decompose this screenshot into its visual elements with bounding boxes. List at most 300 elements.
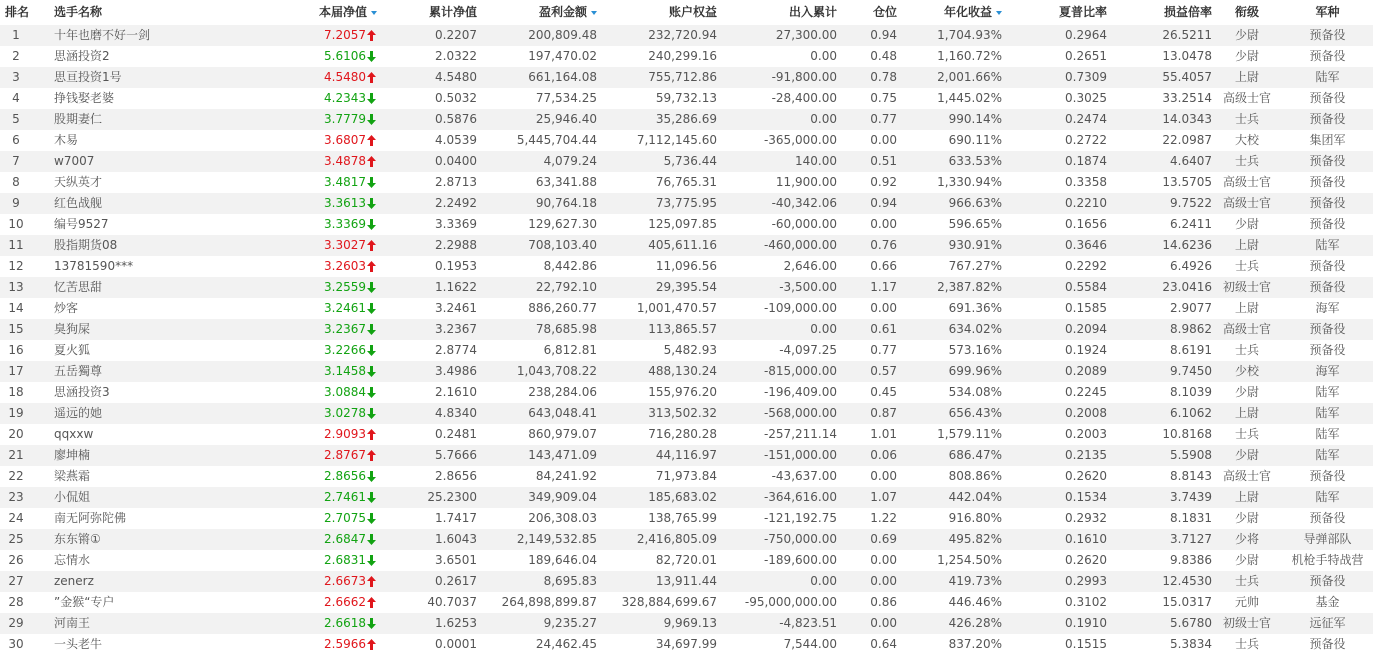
cell-annual: 837.20% [948,637,1002,651]
table-row[interactable] [0,256,1373,277]
cell-sharpe: 0.1910 [1065,616,1107,630]
arrow-down-icon [367,408,377,419]
cell-position: 0.51 [870,154,897,168]
cell-flow: -196,409.00 [763,385,837,399]
cell-army: 远征军 [1309,616,1346,630]
player-name[interactable]: 忘情水 [54,553,91,567]
cell-nav [227,550,377,571]
cell-equity: 29,395.54 [655,280,717,294]
cell-position: 0.86 [870,595,897,609]
player-name[interactable]: 遥远的她 [54,406,103,420]
header-name[interactable]: 选手名称 [54,5,103,19]
cell-army: 预备役 [1309,217,1346,231]
cell-multiple: 26.5211 [1162,28,1212,42]
cell-sharpe: 0.2932 [1065,511,1107,525]
cell-rank: 24 [8,511,24,525]
cell-equity: 5,482.93 [663,343,717,357]
cell-equity: 9,969.13 [663,616,717,630]
cell-army: 陆军 [1315,490,1340,504]
cell-multiple: 14.6236 [1162,238,1212,252]
cell-profit: 8,442.86 [543,259,597,273]
arrow-down-icon [367,345,377,356]
header-position[interactable]: 仓位 [872,5,897,19]
table-row[interactable] [0,466,1373,487]
cell-army: 预备役 [1309,91,1346,105]
arrow-down-icon [367,471,377,482]
table-body [0,25,1373,655]
player-name[interactable]: 木易 [54,133,79,147]
table-row[interactable] [0,445,1373,466]
cell-multiple: 9.7450 [1170,364,1212,378]
cell-cum-nav: 0.1953 [435,259,477,273]
cell-army: 陆军 [1315,238,1340,252]
cell-flow: 2,646.00 [783,259,837,273]
player-name[interactable]: 股指期货08 [54,238,118,252]
nav-value: 3.6807 [324,133,366,147]
cell-cum-nav: 0.2207 [435,28,477,42]
table-row[interactable] [0,424,1373,445]
cell-cum-nav: 5.7666 [435,448,477,462]
cell-equity: 34,697.99 [655,637,717,651]
cell-cum-nav: 1.6253 [435,616,477,630]
cell-sharpe: 0.2135 [1065,448,1107,462]
cell-nav [227,151,377,172]
cell-profit: 5,445,704.44 [516,133,597,147]
cell-rank: 19 [8,406,24,420]
table-header [0,0,1373,25]
cell-annual: 442.04% [948,490,1002,504]
cell-equity: 755,712.86 [648,70,717,84]
table-row[interactable] [0,109,1373,130]
cell-annual: 990.14% [948,112,1002,126]
cell-rank: 7 [12,154,20,168]
arrow-up-icon [367,135,377,146]
header-army[interactable]: 军种 [1315,5,1340,19]
cell-army: 预备役 [1309,154,1346,168]
player-name[interactable]: 股期妻仁 [54,112,103,126]
cell-annual: 930.91% [948,238,1002,252]
cell-grade: 少尉 [1234,28,1259,42]
table-row[interactable] [0,382,1373,403]
nav-value: 3.1458 [324,364,366,378]
cell-annual: 534.08% [948,385,1002,399]
cell-army: 导弹部队 [1303,532,1352,546]
table-row[interactable] [0,508,1373,529]
cell-equity: 232,720.94 [648,28,717,42]
cell-annual: 495.82% [948,532,1002,546]
cell-army: 预备役 [1309,511,1346,525]
nav-value: 3.2559 [324,280,366,294]
cell-profit: 860,979.07 [528,427,597,441]
cell-grade: 士兵 [1234,154,1259,168]
cell-rank: 26 [8,553,24,567]
cell-army: 预备役 [1309,175,1346,189]
cell-army: 基金 [1315,595,1340,609]
header-cum-nav[interactable]: 累计净值 [428,5,477,19]
player-name[interactable]: 夏火狐 [54,343,91,357]
cell-army: 预备役 [1309,343,1346,357]
cell-annual: 1,579.11% [937,427,1002,441]
cell-equity: 76,765.31 [655,175,717,189]
cell-position: 0.87 [870,406,897,420]
player-name[interactable]: 廖坤楠 [54,448,91,462]
cell-flow: -109,000.00 [763,301,837,315]
table-row[interactable] [0,193,1373,214]
cell-multiple: 14.0343 [1162,112,1212,126]
cell-army: 预备役 [1309,322,1346,336]
cell-army: 预备役 [1309,112,1346,126]
cell-multiple: 4.6407 [1170,154,1212,168]
nav-value: 2.6831 [324,553,366,567]
arrow-down-icon [367,177,377,188]
cell-annual: 916.80% [948,511,1002,525]
cell-nav [227,571,377,592]
cell-nav [227,277,377,298]
cell-profit: 189,646.04 [528,553,597,567]
cell-flow: -28,400.00 [771,91,837,105]
cell-position: 0.00 [870,469,897,483]
player-name[interactable]: 臭狗屎 [54,322,91,336]
cell-nav [227,466,377,487]
cell-rank: 29 [8,616,24,630]
cell-annual: 1,254.50% [937,553,1002,567]
cell-equity: 73,775.95 [655,196,717,210]
table-row[interactable] [0,361,1373,382]
header-multiple[interactable]: 损益倍率 [1163,5,1212,19]
cell-rank: 23 [8,490,24,504]
header-nav[interactable] [227,0,377,25]
table-row[interactable] [0,277,1373,298]
cell-position: 1.22 [870,511,897,525]
header-profit[interactable] [477,0,597,25]
cell-flow: 7,544.00 [783,637,837,651]
cell-position: 0.45 [870,385,897,399]
cell-profit: 1,043,708.22 [516,364,597,378]
cell-sharpe: 0.2651 [1065,49,1107,63]
nav-value: 2.8656 [324,469,366,483]
cell-army: 海军 [1315,301,1340,315]
cell-annual: 1,445.02% [937,91,1002,105]
player-name[interactable]: 东东锵① [54,532,101,546]
table-row[interactable] [0,340,1373,361]
cell-sharpe: 0.2474 [1065,112,1107,126]
cell-profit: 643,048.41 [528,406,597,420]
player-name[interactable]: 思涵投资3 [54,385,110,399]
player-name[interactable]: 十年也磨不好一剑 [54,28,151,42]
cell-grade: 上尉 [1234,406,1259,420]
cell-position: 0.92 [870,175,897,189]
cell-rank: 13 [8,280,24,294]
cell-annual: 573.16% [948,343,1002,357]
cell-nav [227,109,377,130]
table-row[interactable] [0,88,1373,109]
table-row[interactable] [0,46,1373,67]
cell-multiple: 8.8143 [1170,469,1212,483]
cell-grade: 元帅 [1234,595,1259,609]
arrow-up-icon [367,576,377,587]
cell-grade: 初级士官 [1222,616,1271,630]
cell-profit: 78,685.98 [535,322,597,336]
cell-grade: 大校 [1234,133,1259,147]
cell-position: 0.66 [870,259,897,273]
cell-flow: 140.00 [795,154,837,168]
cell-sharpe: 0.3646 [1065,238,1107,252]
cell-position: 0.00 [870,574,897,588]
cell-equity: 35,286.69 [655,112,717,126]
cell-cum-nav: 2.8656 [435,469,477,483]
player-name[interactable]: 思亘投资1号 [54,70,122,84]
cell-sharpe: 0.2094 [1065,322,1107,336]
player-name[interactable]: 忆苦思甜 [54,280,103,294]
cell-sharpe: 0.1874 [1065,154,1107,168]
cell-sharpe: 0.3102 [1065,595,1107,609]
nav-value: 2.6673 [324,574,366,588]
cell-flow: -4,097.25 [779,343,837,357]
cell-profit: 4,079.24 [543,154,597,168]
cell-army: 预备役 [1309,28,1346,42]
cell-profit: 708,103.40 [528,238,597,252]
header-annual-label[interactable]: 年化收益 [943,5,992,19]
cell-grade: 士兵 [1234,427,1259,441]
cell-rank: 25 [8,532,24,546]
cell-rank: 5 [12,112,20,126]
cell-annual: 1,704.93% [937,28,1002,42]
cell-flow: -121,192.75 [763,511,837,525]
cell-multiple: 8.1039 [1170,385,1212,399]
table-row[interactable] [0,634,1373,655]
cell-rank: 21 [8,448,24,462]
cell-annual: 419.73% [948,574,1002,588]
arrow-up-icon [367,240,377,251]
cell-nav [227,508,377,529]
cell-rank: 1 [12,28,20,42]
cell-position: 0.76 [870,238,897,252]
table-row[interactable] [0,151,1373,172]
cell-grade: 士兵 [1234,574,1259,588]
cell-flow: -151,000.00 [763,448,837,462]
player-name[interactable]: 天纵英才 [54,175,103,189]
header-sharpe[interactable]: 夏普比率 [1058,5,1107,19]
header-flow[interactable]: 出入累计 [788,5,837,19]
cell-equity: 59,732.13 [655,91,717,105]
cell-multiple: 15.0317 [1162,595,1212,609]
table-row[interactable] [0,487,1373,508]
cell-rank: 6 [12,133,20,147]
cell-position: 0.00 [870,133,897,147]
cell-army: 集团军 [1309,133,1346,147]
cell-flow: -364,616.00 [763,490,837,504]
cell-profit: 2,149,532.85 [516,532,597,546]
cell-rank: 15 [8,322,24,336]
table-row[interactable] [0,592,1373,613]
cell-position: 1.07 [870,490,897,504]
cell-annual: 426.28% [948,616,1002,630]
cell-rank: 27 [8,574,24,588]
cell-cum-nav: 40.7037 [427,595,477,609]
header-profit-label[interactable]: 盈利金额 [538,5,587,19]
cell-flow: 11,900.00 [775,175,837,189]
cell-equity: 328,884,699.67 [621,595,717,609]
cell-army: 预备役 [1309,637,1346,651]
cell-nav [227,235,377,256]
arrow-down-icon [367,387,377,398]
cell-position: 0.61 [870,322,897,336]
table-row[interactable] [0,571,1373,592]
player-name[interactable]: 梁燕霜 [54,469,91,483]
player-name[interactable]: 思涵投资2 [54,49,110,63]
player-name[interactable]: 河南王 [54,616,91,630]
arrow-down-icon [367,618,377,629]
player-name[interactable]: ”金猴“专户 [54,595,115,609]
player-name[interactable]: 小侃姐 [54,490,91,504]
cell-nav [227,256,377,277]
table-row[interactable] [0,403,1373,424]
cell-cum-nav: 2.2492 [435,196,477,210]
cell-sharpe: 0.2993 [1065,574,1107,588]
cell-sharpe: 0.2089 [1065,364,1107,378]
arrow-down-icon [367,51,377,62]
cell-cum-nav: 3.2461 [435,301,477,315]
cell-position: 0.94 [870,196,897,210]
cell-sharpe: 0.3358 [1065,175,1107,189]
arrow-up-icon [367,639,377,650]
nav-value: 2.7461 [324,490,366,504]
cell-nav [227,424,377,445]
nav-value: 3.0884 [324,385,366,399]
cell-multiple: 13.0478 [1162,49,1212,63]
cell-equity: 71,973.84 [655,469,717,483]
cell-nav [227,130,377,151]
cell-rank: 3 [12,70,20,84]
cell-grade: 少将 [1234,532,1259,546]
cell-cum-nav: 2.8774 [435,343,477,357]
table-row[interactable] [0,130,1373,151]
cell-cum-nav: 1.6043 [435,532,477,546]
cell-cum-nav: 0.5032 [435,91,477,105]
nav-value: 4.2343 [324,91,366,105]
cell-grade: 士兵 [1234,343,1259,357]
header-rank[interactable]: 排名 [4,5,29,19]
cell-flow: -91,800.00 [771,70,837,84]
cell-profit: 238,284.06 [528,385,597,399]
cell-cum-nav: 2.0322 [435,49,477,63]
cell-multiple: 55.4057 [1162,70,1212,84]
cell-multiple: 9.7522 [1170,196,1212,210]
cell-cum-nav: 0.0001 [435,637,477,651]
table-row[interactable] [0,214,1373,235]
table-row[interactable] [0,67,1373,88]
cell-multiple: 9.8386 [1170,553,1212,567]
cell-grade: 高级士官 [1222,322,1271,336]
player-name[interactable]: 一头老牛 [54,637,103,651]
cell-rank: 14 [8,301,24,315]
cell-sharpe: 0.2722 [1065,133,1107,147]
cell-nav [227,214,377,235]
player-name[interactable]: 南无阿弥陀佛 [54,511,127,525]
cell-nav [227,529,377,550]
cell-annual: 1,330.94% [937,175,1002,189]
cell-rank: 16 [8,343,24,357]
cell-rank: 2 [12,49,20,63]
cell-nav [227,25,377,46]
table-row[interactable] [0,235,1373,256]
table-row[interactable] [0,613,1373,634]
player-name[interactable]: zenerz [54,574,94,588]
cell-flow: -43,637.00 [771,469,837,483]
table-row[interactable] [0,25,1373,46]
header-grade[interactable]: 衔级 [1234,5,1259,19]
player-name[interactable]: 红色战舰 [54,196,103,210]
cell-equity: 5,736.44 [663,154,717,168]
cell-profit: 197,470.02 [528,49,597,63]
player-name[interactable]: 五岳獨尊 [54,364,103,378]
player-name[interactable]: 炒客 [54,301,79,315]
table-row[interactable] [0,172,1373,193]
cell-profit: 349,909.04 [528,490,597,504]
cell-profit: 886,260.77 [528,301,597,315]
cell-nav [227,340,377,361]
cell-grade: 上尉 [1234,301,1259,315]
cell-position: 0.69 [870,532,897,546]
cell-flow: 27,300.00 [775,28,837,42]
cell-nav [227,445,377,466]
player-name[interactable]: w7007 [54,154,95,168]
cell-annual: 808.86% [948,469,1002,483]
player-name[interactable]: 13781590*** [54,259,134,273]
nav-value: 3.7779 [324,112,366,126]
cell-army: 陆军 [1315,385,1340,399]
header-annual[interactable] [897,0,1002,25]
cell-annual: 966.63% [948,196,1002,210]
table-row[interactable] [0,529,1373,550]
table-row[interactable] [0,550,1373,571]
cell-equity: 125,097.85 [648,217,717,231]
cell-profit: 661,164.08 [528,70,597,84]
cell-sharpe: 0.2003 [1065,427,1107,441]
player-name[interactable]: 挣钱娶老婆 [54,91,115,105]
nav-value: 2.6847 [324,532,366,546]
player-name[interactable]: qqxxw [54,427,94,441]
cell-rank: 18 [8,385,24,399]
cell-multiple: 3.7127 [1170,532,1212,546]
cell-grade: 少校 [1234,364,1259,378]
player-name[interactable]: 编号9527 [54,217,109,231]
cell-flow: -4,823.51 [779,616,837,630]
table-row[interactable] [0,319,1373,340]
cell-position: 0.00 [870,616,897,630]
cell-sharpe: 0.1534 [1065,490,1107,504]
header-nav-label[interactable]: 本届净值 [318,5,367,19]
cell-multiple: 6.2411 [1170,217,1212,231]
cell-annual: 596.65% [948,217,1002,231]
nav-value: 2.7075 [324,511,366,525]
cell-grade: 少尉 [1234,49,1259,63]
cell-annual: 656.43% [948,406,1002,420]
header-equity[interactable]: 账户权益 [668,5,717,19]
cell-cum-nav: 1.7417 [435,511,477,525]
table-row[interactable] [0,298,1373,319]
cell-sharpe: 0.1585 [1065,301,1107,315]
cell-cum-nav: 0.0400 [435,154,477,168]
cell-position: 0.00 [870,217,897,231]
cell-multiple: 2.9077 [1170,301,1212,315]
cell-annual: 1,160.72% [937,49,1002,63]
nav-value: 7.2057 [324,28,366,42]
cell-grade: 上尉 [1234,70,1259,84]
cell-profit: 200,809.48 [528,28,597,42]
cell-profit: 6,812.81 [543,343,597,357]
cell-flow: -568,000.00 [763,406,837,420]
